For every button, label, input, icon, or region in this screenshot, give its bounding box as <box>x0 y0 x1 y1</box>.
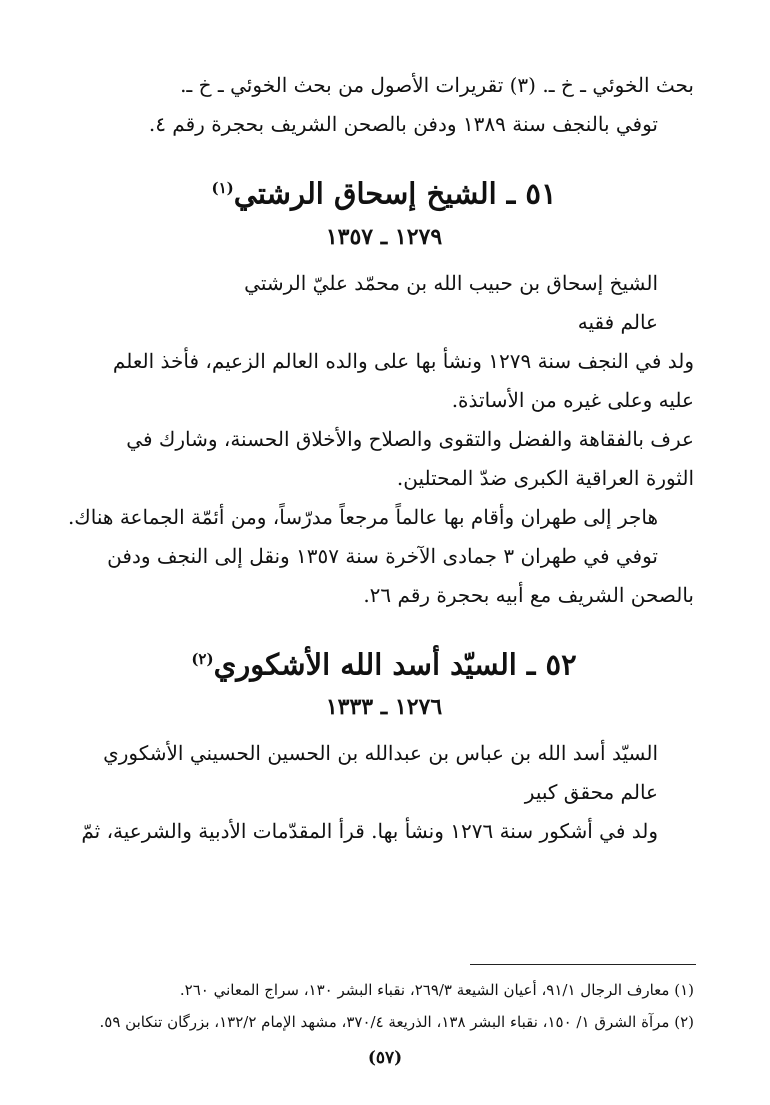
footnotes <box>74 974 694 1038</box>
entry-dates: ١٢٧٦ ـ ١٣٣٣ <box>325 694 443 721</box>
body-line: عليه وعلى غيره من الأساتذة. <box>451 387 694 412</box>
entry-title: ٥١ ـ الشيخ إسحاق الرشتي <box>233 176 557 211</box>
footnote: (٢) مرآة الشرق ١/ ١٥٠، نقباء البشر ١٣٨، الذريعة ٣٧٠/٤، مشهد الإمام ١٣٢/٢، بزرگان تنكابن ٥٩. <box>99 1013 694 1031</box>
body-line: ولد في أشكور سنة ١٢٧٦ ونشأ بها. قرأ المقدّمات الأدبية والشرعية، ثمّ <box>81 819 658 844</box>
body-line: ولد في النجف سنة ١٢٧٩ ونشأ بها على والده العالم الزعيم، فأخذ العلم <box>112 348 694 373</box>
footnote-divider <box>470 964 696 965</box>
body-line: عالم فقيه <box>577 309 658 334</box>
body-line: السيّد أسد الله بن عباس بن عبدالله بن الحسين الحسيني الأشكوري <box>103 741 658 766</box>
body-line: هاجر إلى طهران وأقام بها عالماً مرجعاً مدرّساً، ومن أئمّة الجماعة هناك. <box>67 504 658 529</box>
page-number: (٥٧) <box>367 1048 403 1068</box>
entry-dates: ١٢٧٩ ـ ١٣٥٧ <box>325 223 443 250</box>
footnote-mark[interactable]: (١) <box>211 179 234 197</box>
body-line: بحث الخوئي ـ خ ـ. (٣) تقريرات الأصول من بحث الخوئي ـ خ ـ. <box>180 73 694 97</box>
body-line: عالم محقق كبير <box>524 780 658 805</box>
entry-title: ٥٢ ـ السيّد أسد الله الأشكوري <box>213 647 577 682</box>
footnote-mark[interactable]: (٢) <box>191 649 214 668</box>
entry-heading <box>74 168 694 214</box>
entry-heading <box>74 639 694 685</box>
footnote: (١) معارف الرجال ٩١/١، أعيان الشيعة ٢٦٩/٣، نقباء البشر ١٣٠، سراج المعاني ٢٦٠. <box>179 981 694 999</box>
body-line: عرف بالفقاهة والفضل والتقوى والصلاح والأخلاق الحسنة، وشارك في <box>126 426 694 451</box>
page-body <box>67 66 694 851</box>
body-line: الشيخ إسحاق بن حبيب الله بن محمّد عليّ الرشتي <box>244 270 658 295</box>
body-line: توفي في طهران ٣ جمادى الآخرة سنة ١٣٥٧ ونقل إلى النجف ودفن <box>107 543 658 568</box>
body-line: الثورة العراقية الكبرى ضدّ المحتلين. <box>396 465 694 490</box>
body-line: بالصحن الشريف مع أبيه بحجرة رقم ٢٦. <box>363 582 694 607</box>
body-line: توفي بالنجف سنة ١٣٨٩ ودفن بالصحن الشريف بحجرة رقم ٤. <box>148 112 658 136</box>
